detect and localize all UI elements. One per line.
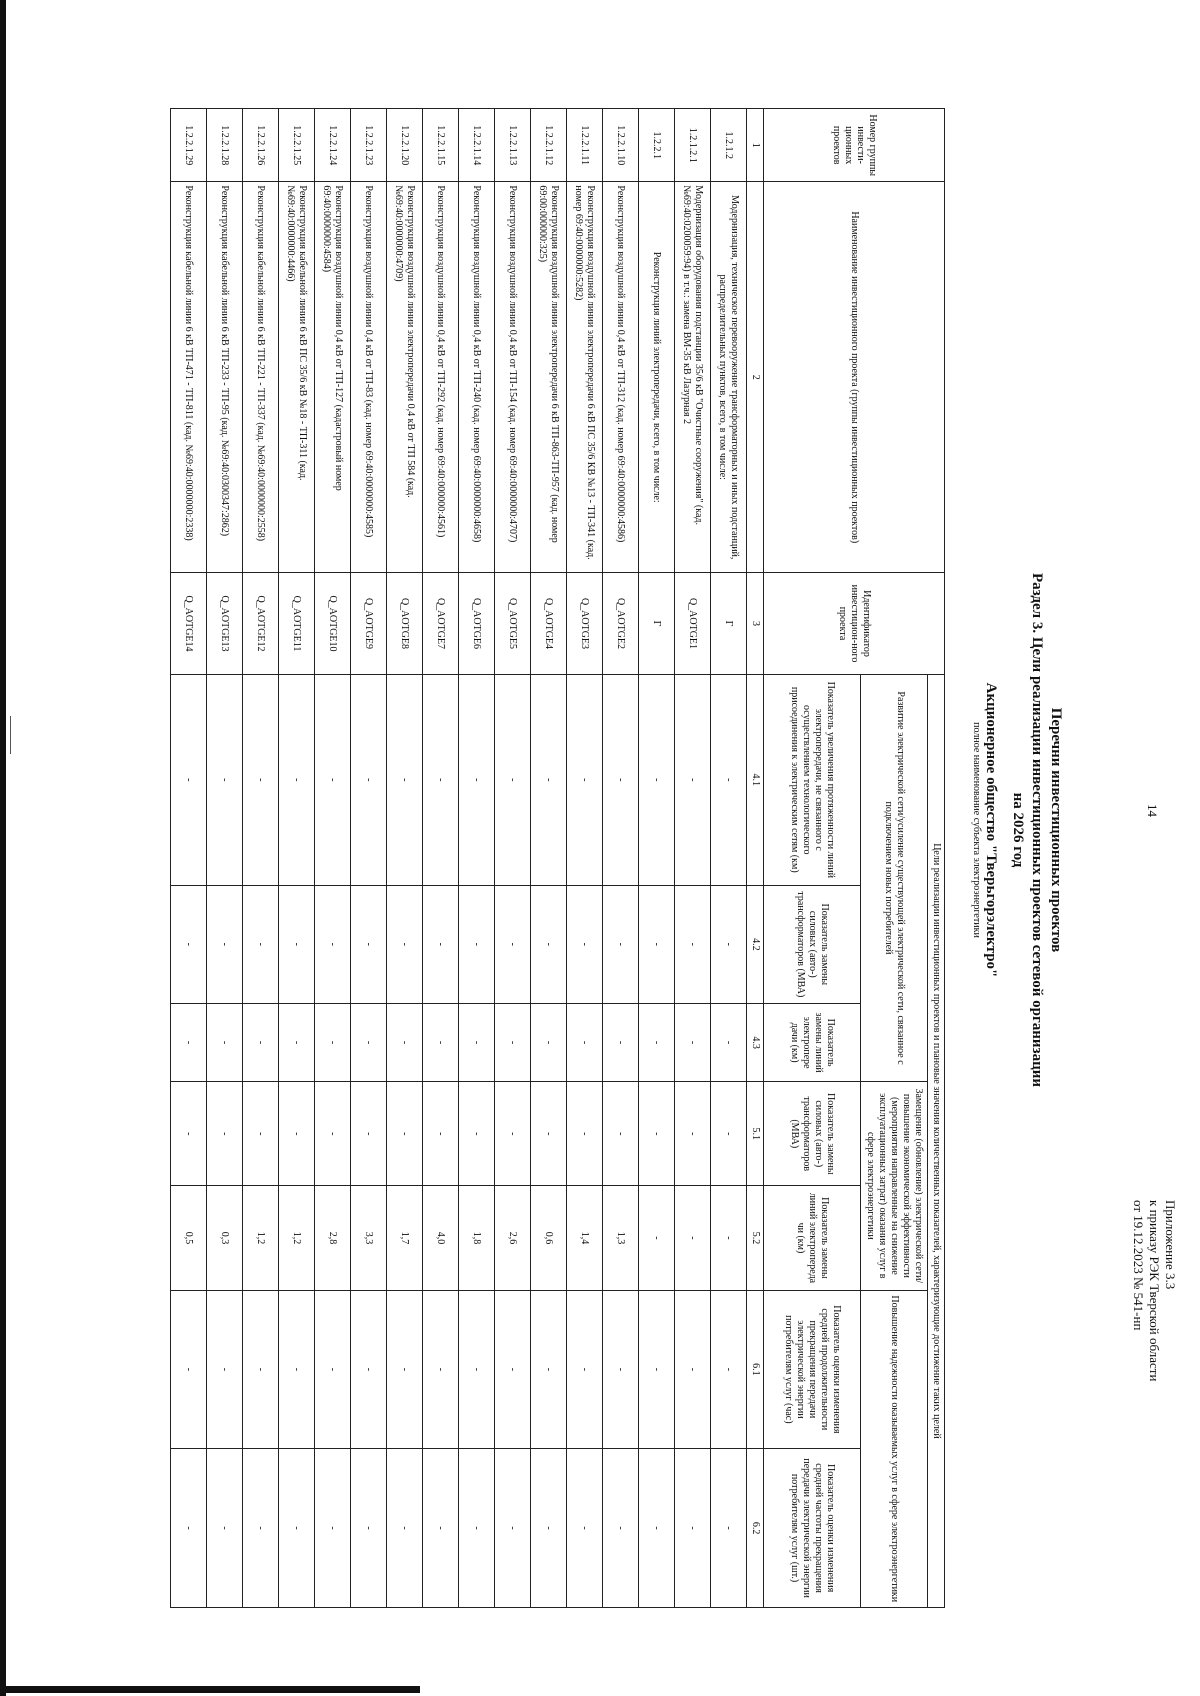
table-row — [531, 109, 567, 1608]
project-id: Г — [711, 573, 747, 675]
row-number: 1.2.2.1.20 — [387, 109, 423, 182]
column-index-cell: 3 — [747, 573, 764, 675]
table-row — [423, 109, 459, 1608]
value-4-2: - — [603, 885, 639, 1003]
project-name: Реконструкция воздушной линии электропередачи 6 кВ ТП-863-ТП-957 (кад. номер 69:00:000000:325) — [531, 182, 567, 573]
value-4-3: - — [639, 1004, 675, 1082]
project-id: Q_AOTGE5 — [495, 573, 531, 675]
header-id: Идентификатор инвестицион-ного проекта — [764, 573, 945, 675]
value-4-1: - — [387, 674, 423, 885]
value-4-3: - — [567, 1004, 603, 1082]
header-indicator-5-1: Показатель замены силовых (авто-) трансформаторов (МВА) — [764, 1082, 861, 1186]
value-5-2: 1,4 — [567, 1186, 603, 1290]
project-name: Реконструкция воздушной линии 0,4 кВ от ТП-292 (кад. номер 69:40:000000:4561) — [423, 182, 459, 573]
value-6-1: - — [675, 1290, 711, 1449]
project-id: Г — [639, 573, 675, 675]
value-4-2: - — [243, 885, 279, 1003]
value-4-2: - — [675, 885, 711, 1003]
value-6-2: - — [351, 1449, 387, 1608]
value-4-2: - — [567, 885, 603, 1003]
value-4-1: - — [531, 674, 567, 885]
header-group-replacement: Замещение (обновление) электрической сети/повышение экономической эффективности (мероприятия направленные на снижение эксплуатационных затрат) оказания услуг в сфере электроэнергетики — [861, 1082, 928, 1290]
title-section: Раздел 3. Цели реализации инвестиционных проектов сетевой организации — [1029, 572, 1045, 1088]
table-row — [243, 109, 279, 1608]
value-4-1: - — [423, 674, 459, 885]
header-indicator-5-2: Показатель замены линий электропереда чи (км) — [764, 1186, 861, 1290]
value-5-1: - — [315, 1082, 351, 1186]
title-block — [970, 180, 1065, 1480]
row-number: 1.2.2.1.26 — [243, 109, 279, 182]
row-number: 1.2.2.1.24 — [315, 109, 351, 182]
value-5-1: - — [243, 1082, 279, 1186]
value-5-2: - — [711, 1186, 747, 1290]
row-number: 1.2.2.1.23 — [351, 109, 387, 182]
header-name: Наименование инвестиционного проекта (группы инвестиционных проектов) — [764, 182, 945, 573]
value-4-2: - — [495, 885, 531, 1003]
value-5-1: - — [171, 1082, 207, 1186]
row-number: 1.2.1.2.1 — [675, 109, 711, 182]
project-id: Q_AOTGE1 — [675, 573, 711, 675]
project-id: Q_AOTGE10 — [315, 573, 351, 675]
value-5-1: - — [279, 1082, 315, 1186]
value-4-2: - — [423, 885, 459, 1003]
value-6-2: - — [675, 1449, 711, 1608]
value-5-1: - — [459, 1082, 495, 1186]
header-indicator-4-3: Показатель замены линий электропере дачи (км) — [764, 1004, 861, 1082]
value-4-1: - — [711, 674, 747, 885]
goals-table — [170, 108, 945, 1608]
value-6-1: - — [495, 1290, 531, 1449]
value-5-1: - — [675, 1082, 711, 1186]
project-name: Реконструкция воздушной линии 0,4 кВ от ТП-83 (кад. номер 69:40:0000000:4585) — [351, 182, 387, 573]
value-4-2: - — [387, 885, 423, 1003]
value-6-1: - — [351, 1290, 387, 1449]
value-5-1: - — [639, 1082, 675, 1186]
value-4-3: - — [387, 1004, 423, 1082]
value-5-1: - — [423, 1082, 459, 1186]
column-index-cell: 6.2 — [747, 1449, 764, 1608]
row-number: 1.2.2.1.28 — [207, 109, 243, 182]
value-6-2: - — [387, 1449, 423, 1608]
row-number: 1.2.2.1 — [639, 109, 675, 182]
title-year: на 2026 год — [1010, 792, 1026, 868]
value-6-1: - — [279, 1290, 315, 1449]
value-6-1: - — [243, 1290, 279, 1449]
column-index-cell: 5.2 — [747, 1186, 764, 1290]
column-index-cell: 6.1 — [747, 1290, 764, 1449]
row-number: 1.2.2.1.13 — [495, 109, 531, 182]
value-6-1: - — [531, 1290, 567, 1449]
project-id: Q_AOTGE6 — [459, 573, 495, 675]
value-6-1: - — [207, 1290, 243, 1449]
table-row — [279, 109, 315, 1608]
value-4-3: - — [711, 1004, 747, 1082]
value-4-1: - — [675, 674, 711, 885]
title-list: Перечни инвестиционных проектов — [1048, 707, 1064, 953]
project-name: Реконструкция воздушной линии 0,4 кВ от ТП-240 (кад. номер 69:40:0000000:4658) — [459, 182, 495, 573]
value-6-1: - — [171, 1290, 207, 1449]
project-id: Q_AOTGE11 — [279, 573, 315, 675]
project-id: Q_AOTGE13 — [207, 573, 243, 675]
value-4-2: - — [531, 885, 567, 1003]
column-index-cell: 4.2 — [747, 885, 764, 1003]
value-4-1: - — [279, 674, 315, 885]
value-5-1: - — [495, 1082, 531, 1186]
value-4-1: - — [207, 674, 243, 885]
project-name: Реконструкция кабельной линии 6 кВ ТП-221 - ТП-337 (кад. №69:40:0000000:2558) — [243, 182, 279, 573]
value-4-2: - — [315, 885, 351, 1003]
header-goals: Цели реализации инвестиционных проектов и плановые значения количественных показателей, характеризующие достижение таких целей — [928, 674, 945, 1607]
column-index-cell: 4.1 — [747, 674, 764, 885]
project-name: Реконструкция кабельной линии 6 кВ ТП-233 - ТП-95 (кад. №69:40:0300347:2862) — [207, 182, 243, 573]
value-4-3: - — [243, 1004, 279, 1082]
project-name: Реконструкция воздушной линии электропередачи 6 кВ ПС 35/6 КВ №13 - ТП-341 (кад. номер 69:40:0000000:5282) — [567, 182, 603, 573]
value-5-2: 2,8 — [315, 1186, 351, 1290]
value-6-2: - — [567, 1449, 603, 1608]
table-body — [171, 109, 747, 1608]
annex-block — [1130, 1200, 1178, 1560]
project-id: Q_AOTGE9 — [351, 573, 387, 675]
row-number: 1.2.2.1.10 — [603, 109, 639, 182]
row-number: 1.2.2.1.25 — [279, 109, 315, 182]
value-5-1: - — [711, 1082, 747, 1186]
value-4-2: - — [351, 885, 387, 1003]
value-4-3: - — [279, 1004, 315, 1082]
value-4-1: - — [639, 674, 675, 885]
table-row — [315, 109, 351, 1608]
project-id: Q_AOTGE4 — [531, 573, 567, 675]
header-num: Номер группы инвести-ционных проектов — [764, 109, 945, 182]
organization-name: Акционерное общество "Тверьгорэлектро" — [983, 682, 999, 978]
value-5-2: 0,5 — [171, 1186, 207, 1290]
value-5-1: - — [351, 1082, 387, 1186]
value-5-2: 1,2 — [243, 1186, 279, 1290]
value-5-2: 2,6 — [495, 1186, 531, 1290]
value-6-1: - — [423, 1290, 459, 1449]
header-row-1 — [928, 109, 945, 1608]
table-row — [387, 109, 423, 1608]
annex-line-2: к приказу РЭК Тверской области — [1147, 1200, 1162, 1382]
value-5-2: 1,2 — [279, 1186, 315, 1290]
value-6-2: - — [459, 1449, 495, 1608]
project-name: Реконструкция воздушной линии 0,4 кВ от ТП-312 (кад. номер 69:40:0000000:4586) — [603, 182, 639, 573]
value-4-3: - — [423, 1004, 459, 1082]
project-id: Q_AOTGE2 — [603, 573, 639, 675]
header-group-development: Развитие электрической сети/усиление существующей электрической сети, связанное с подключением новых потребителей — [861, 674, 928, 1081]
value-5-1: - — [387, 1082, 423, 1186]
value-4-1: - — [495, 674, 531, 885]
row-number: 1.2.2.1.12 — [531, 109, 567, 182]
header-indicator-6-1: Показатель оценки изменения средней продолжительности прекращения передачи электрической энергии потребителям услуг (час) — [764, 1290, 861, 1449]
value-4-2: - — [459, 885, 495, 1003]
value-5-2: 4,0 — [423, 1186, 459, 1290]
project-id: Q_AOTGE8 — [387, 573, 423, 675]
value-5-1: - — [531, 1082, 567, 1186]
organization-caption: полное наименование субъекта электроэнергетики — [971, 722, 982, 938]
table-row — [459, 109, 495, 1608]
value-6-2: - — [603, 1449, 639, 1608]
value-4-1: - — [171, 674, 207, 885]
project-name: Реконструкция воздушной линии электропередачи 0,4 кВ от ТП 584 (кад.№69:40:0000000:4709) — [387, 182, 423, 573]
table-row — [207, 109, 243, 1608]
project-name: Модернизация, техническое перевооружение трансформаторных и иных подстанций, распределительных пунктов, всего, в том числе: — [711, 182, 747, 573]
table-row — [495, 109, 531, 1608]
table-row — [603, 109, 639, 1608]
value-6-1: - — [387, 1290, 423, 1449]
value-5-1: - — [567, 1082, 603, 1186]
row-number: 1.2.2.1.29 — [171, 109, 207, 182]
value-6-2: - — [711, 1449, 747, 1608]
project-name: Реконструкция кабельной линии 6 кВ ПС 35/6 кВ №18 - ТП-311 (кад. №69:40:0000000:4466) — [279, 182, 315, 573]
project-id: Q_AOTGE3 — [567, 573, 603, 675]
row-number: 1.2.2.1.11 — [567, 109, 603, 182]
value-4-2: - — [711, 885, 747, 1003]
value-4-3: - — [675, 1004, 711, 1082]
value-6-1: - — [459, 1290, 495, 1449]
value-6-2: - — [423, 1449, 459, 1608]
value-4-3: - — [351, 1004, 387, 1082]
value-6-2: - — [243, 1449, 279, 1608]
value-5-2: 1,7 — [387, 1186, 423, 1290]
project-name: Модернизация оборудования подстанции 35/6 кВ "Очистные сооружения" (кад. №69:40:0200059:94) в т.ч.: замена ВМ-35 кВ Лазурная 2 — [675, 182, 711, 573]
header-indicator-4-1: Показатель увеличения протяженности линий электропередачи, не связанного с осуществлением технологического присоединения к электрическим сетям (км) — [764, 674, 861, 885]
value-6-1: - — [639, 1290, 675, 1449]
table-row — [639, 109, 675, 1608]
project-id: Q_AOTGE14 — [171, 573, 207, 675]
annex-line-3: от 19.12.2023 № 541-нп — [1131, 1200, 1146, 1331]
value-4-1: - — [567, 674, 603, 885]
value-6-2: - — [639, 1449, 675, 1608]
value-5-2: 0,6 — [531, 1186, 567, 1290]
project-name: Реконструкция кабельной линии 6 кВ ТП-471 - ТП-811 (кад. №69:40:0000000:2338) — [171, 182, 207, 573]
value-6-2: - — [207, 1449, 243, 1608]
value-6-2: - — [315, 1449, 351, 1608]
value-4-3: - — [531, 1004, 567, 1082]
project-id: Q_AOTGE7 — [423, 573, 459, 675]
project-id: Q_AOTGE12 — [243, 573, 279, 675]
value-5-2: 1,8 — [459, 1186, 495, 1290]
value-6-2: - — [495, 1449, 531, 1608]
column-index-cell: 4.3 — [747, 1004, 764, 1082]
value-4-1: - — [351, 674, 387, 885]
value-4-3: - — [459, 1004, 495, 1082]
header-group-reliability: Повышение надежности оказываемых услуг в сфере электроэнергетики — [861, 1290, 928, 1607]
row-number: 1.2.2.1.15 — [423, 109, 459, 182]
value-6-1: - — [567, 1290, 603, 1449]
column-index-cell: 5.1 — [747, 1082, 764, 1186]
value-4-3: - — [603, 1004, 639, 1082]
value-5-2: 1,3 — [603, 1186, 639, 1290]
table-row — [567, 109, 603, 1608]
value-4-2: - — [279, 885, 315, 1003]
value-4-2: - — [639, 885, 675, 1003]
value-4-1: - — [459, 674, 495, 885]
value-6-2: - — [171, 1449, 207, 1608]
value-6-2: - — [279, 1449, 315, 1608]
value-4-3: - — [495, 1004, 531, 1082]
page-number: 14 — [1145, 804, 1160, 817]
column-index-cell: 1 — [747, 109, 764, 182]
value-5-2: - — [675, 1186, 711, 1290]
value-4-1: - — [315, 674, 351, 885]
value-5-2: - — [639, 1186, 675, 1290]
header-indicator-6-2: Показатель оценки изменения средней частоты прекращения передачи электрической энергии потребителям услуг (шт.) — [764, 1449, 861, 1608]
project-name: Реконструкция линий электропередачи, всего, в том числе: — [639, 182, 675, 573]
value-4-1: - — [603, 674, 639, 885]
value-4-3: - — [207, 1004, 243, 1082]
value-4-2: - — [207, 885, 243, 1003]
column-index-row — [747, 109, 764, 1608]
table-row — [675, 109, 711, 1608]
value-4-2: - — [171, 885, 207, 1003]
value-6-1: - — [315, 1290, 351, 1449]
row-number: 1.2.1.2 — [711, 109, 747, 182]
project-name: Реконструкция воздушной линии 0,4 кВ от ТП-154 (кад. номер 69:40:0000000:4707) — [495, 182, 531, 573]
value-6-1: - — [603, 1290, 639, 1449]
table-row — [171, 109, 207, 1608]
value-4-3: - — [171, 1004, 207, 1082]
project-name: Реконструкция воздушной линии 0,4 кВ от ТП-127 (кадастровый номер 69:40:0000000:4584) — [315, 182, 351, 573]
value-5-1: - — [207, 1082, 243, 1186]
header-indicator-4-2: Показатель замены силовых (авто-) трансформаторов (МВА) — [764, 885, 861, 1003]
value-4-1: - — [243, 674, 279, 885]
value-6-2: - — [531, 1449, 567, 1608]
value-5-2: 0,3 — [207, 1186, 243, 1290]
table-row — [351, 109, 387, 1608]
value-4-3: - — [315, 1004, 351, 1082]
table-row — [711, 109, 747, 1608]
row-number: 1.2.2.1.14 — [459, 109, 495, 182]
column-index-cell: 2 — [747, 182, 764, 573]
annex-line-1: Приложение 3.3 — [1163, 1200, 1178, 1290]
value-5-2: 3,3 — [351, 1186, 387, 1290]
value-6-1: - — [711, 1290, 747, 1449]
value-5-1: - — [603, 1082, 639, 1186]
